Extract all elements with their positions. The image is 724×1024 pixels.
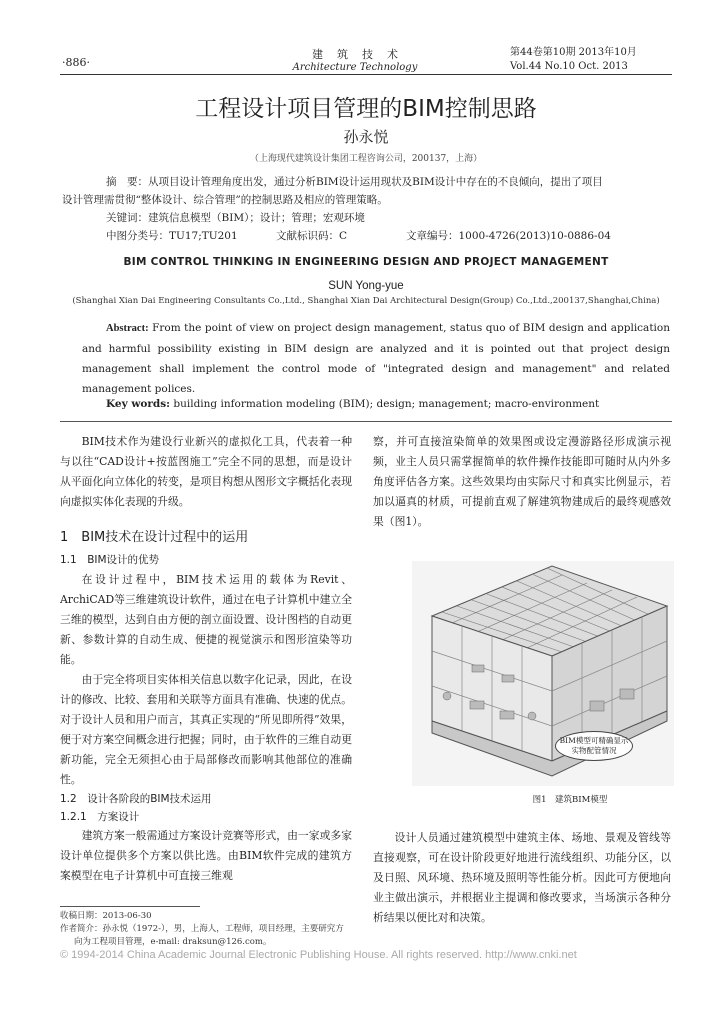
header-rule: [60, 74, 672, 75]
paper-title: 工程设计项目管理的BIM控制思路: [195, 96, 537, 122]
keywords-cn: 建筑信息模型（BIM）；设计；管理；宏观环境: [148, 212, 365, 224]
english-abstract-text: From the point of view on project design management, status quo of BIM design and application and harmful possibility existing in BIM design are analyzed and it is pointed out that project design management shall implement the control mode of "integrated design and management" and related management polices.: [82, 322, 670, 395]
abstract-separator: [60, 421, 672, 422]
bim-model-figure: [412, 561, 674, 786]
footnote-rule: [60, 906, 200, 907]
section-1-1-p2: 由于完全将项目实体相关信息以数字化记录，因此，在设计的修改、比较、套用和关联等方面具有准确、快速的优点。对于设计人员和用户而言，其真正实现的“所见即所得”效果，便于对方案空间概念进行把握；同时，由于软件的三维自动更新功能，完全无须担心由于局部修改而影响其他部位的准确性。: [60, 673, 352, 786]
classification-row: [106, 227, 666, 245]
english-title: BIM CONTROL THINKING IN ENGINEERING DESIGN AND PROJECT MANAGEMENT: [123, 256, 609, 268]
english-keywords-label: Key words:: [106, 398, 171, 410]
section-1-2-heading: 1.2 设计各阶段的BIM技术运用: [60, 793, 212, 805]
english-abstract-label: Abstract:: [106, 323, 149, 334]
english-affiliation: (Shanghai Xian Dai Engineering Consultants Co.,Ltd., Shanghai Xian Dai Architectural Design(Group) Co.,Ltd.,200137,Shanghai,China): [72, 296, 660, 306]
english-abstract: [82, 318, 670, 399]
right-column-bottom: [373, 828, 671, 928]
issue-info: [510, 46, 670, 74]
author-bio-2: 向为工程项目管理，e-mail: draksun@126.com。: [74, 937, 272, 947]
page-number: ·886·: [62, 56, 90, 69]
right-p2: 设计人员通过建筑模型中建筑主体、场地、景观及管线等直接观察，可在设计阶段更好地进行流线组织、功能分区，以及日照、风环境、热环境及照明等性能分析。因此可方便地向业主做出演示，并根据业主提调和修改要求，当场演示各种分析结果以便比对和决策。: [373, 831, 671, 924]
section-1-2-1-p1: 建筑方案一般需通过方案设计竞赛等形式，由一家或多家设计单位提供多个方案以供比选。由BIM软件完成的建筑方案模型在电子计算机中可直接三维观: [60, 829, 352, 882]
issue-cn: 第44卷第10期 2013年10月: [510, 47, 637, 58]
journal-name-en: Architecture Technology: [292, 62, 418, 73]
right-p1: 察，并可直接渲染简单的效果图或设定漫游路径形成演示视频，业主人员只需掌握简单的软件操作技能即可随时从内外多角度评估各方案。这些效果均由实际尺寸和真实比例显示，若加以逼真的材质，可提前直观了解建筑物建成后的最终观感效果（图1）。: [373, 435, 671, 528]
journal-name-cn: 建筑技术: [312, 48, 412, 61]
author-bio-1: 作者简介：孙永悦（1972-），男，上海人，工程师，项目经理，主要研究方: [60, 924, 344, 934]
figure-caption: 图1 建筑BIM模型: [532, 795, 608, 805]
clc-number: 中图分类号：TU17;TU201: [106, 230, 238, 242]
author-name: 孙永悦: [343, 128, 389, 146]
section-1-2-1-body: [60, 826, 352, 886]
english-keywords: [106, 398, 671, 410]
intro-paragraph: [60, 432, 352, 512]
abstract-label: 摘 要：: [106, 176, 148, 188]
english-author: SUN Yong-yue: [328, 280, 404, 292]
footnote: [60, 910, 360, 949]
section-1-1-heading: 1.1 BIM设计的优势: [60, 554, 160, 566]
right-column-top: [373, 432, 671, 532]
copyright-footer: © 1994-2014 China Academic Journal Electronic Publishing House. All rights reserved. http://www.cnki.net: [60, 949, 577, 961]
abstract-line2: 设计管理需贯彻“整体设计、综合管理”的控制思路及相应的管理策略。: [62, 194, 388, 206]
journal-header: [280, 46, 430, 73]
section-1-2-1-heading: 1.2.1 方案设计: [60, 811, 140, 823]
abstract-cn: [62, 173, 666, 245]
abstract-line1: 从项目设计管理角度出发，通过分析BIM设计运用现状及BIM设计中存在的不良倾向，提出了项目: [148, 176, 603, 188]
english-keywords-text: building information modeling (BIM); design; management; macro-environment: [173, 398, 600, 410]
intro-text: BIM技术作为建设行业新兴的虚拟化工具，代表着一种与以往“CAD设计+按蓝图施工”完全不同的思想，而是设计从平面化向立体化的转变，是项目构想从图形文字概括化表现向虚拟实体化表现的升级。: [60, 435, 352, 508]
section-1-heading: 1 BIM技术在设计过程中的运用: [60, 530, 249, 545]
article-number: 文章编号：1000-4726(2013)10-0886-04: [406, 230, 611, 242]
issue-en: Vol.44 No.10 Oct. 2013: [510, 61, 628, 72]
keywords-label: 关键词：: [106, 212, 148, 224]
author-affiliation: （上海现代建筑设计集团工程咨询公司，200137，上海）: [249, 154, 483, 164]
section-1-1-p1: 在设计过程中，BIM技术运用的载体为Revit、ArchiCAD等三维建筑设计软件，通过在电子计算机中建立全三维的模型，达到自由方便的剖立面设置、设计图档的自动更新、参数计算的自动生成、便捷的视觉演示和图形渲染等功能。: [60, 573, 352, 666]
doc-code: 文献标识码：C: [276, 230, 348, 242]
section-1-1-body: [60, 570, 352, 790]
figure-callout: BIM模型可精确显示实物配管情况: [555, 731, 633, 761]
received-date: 收稿日期：2013-06-30: [60, 911, 152, 921]
